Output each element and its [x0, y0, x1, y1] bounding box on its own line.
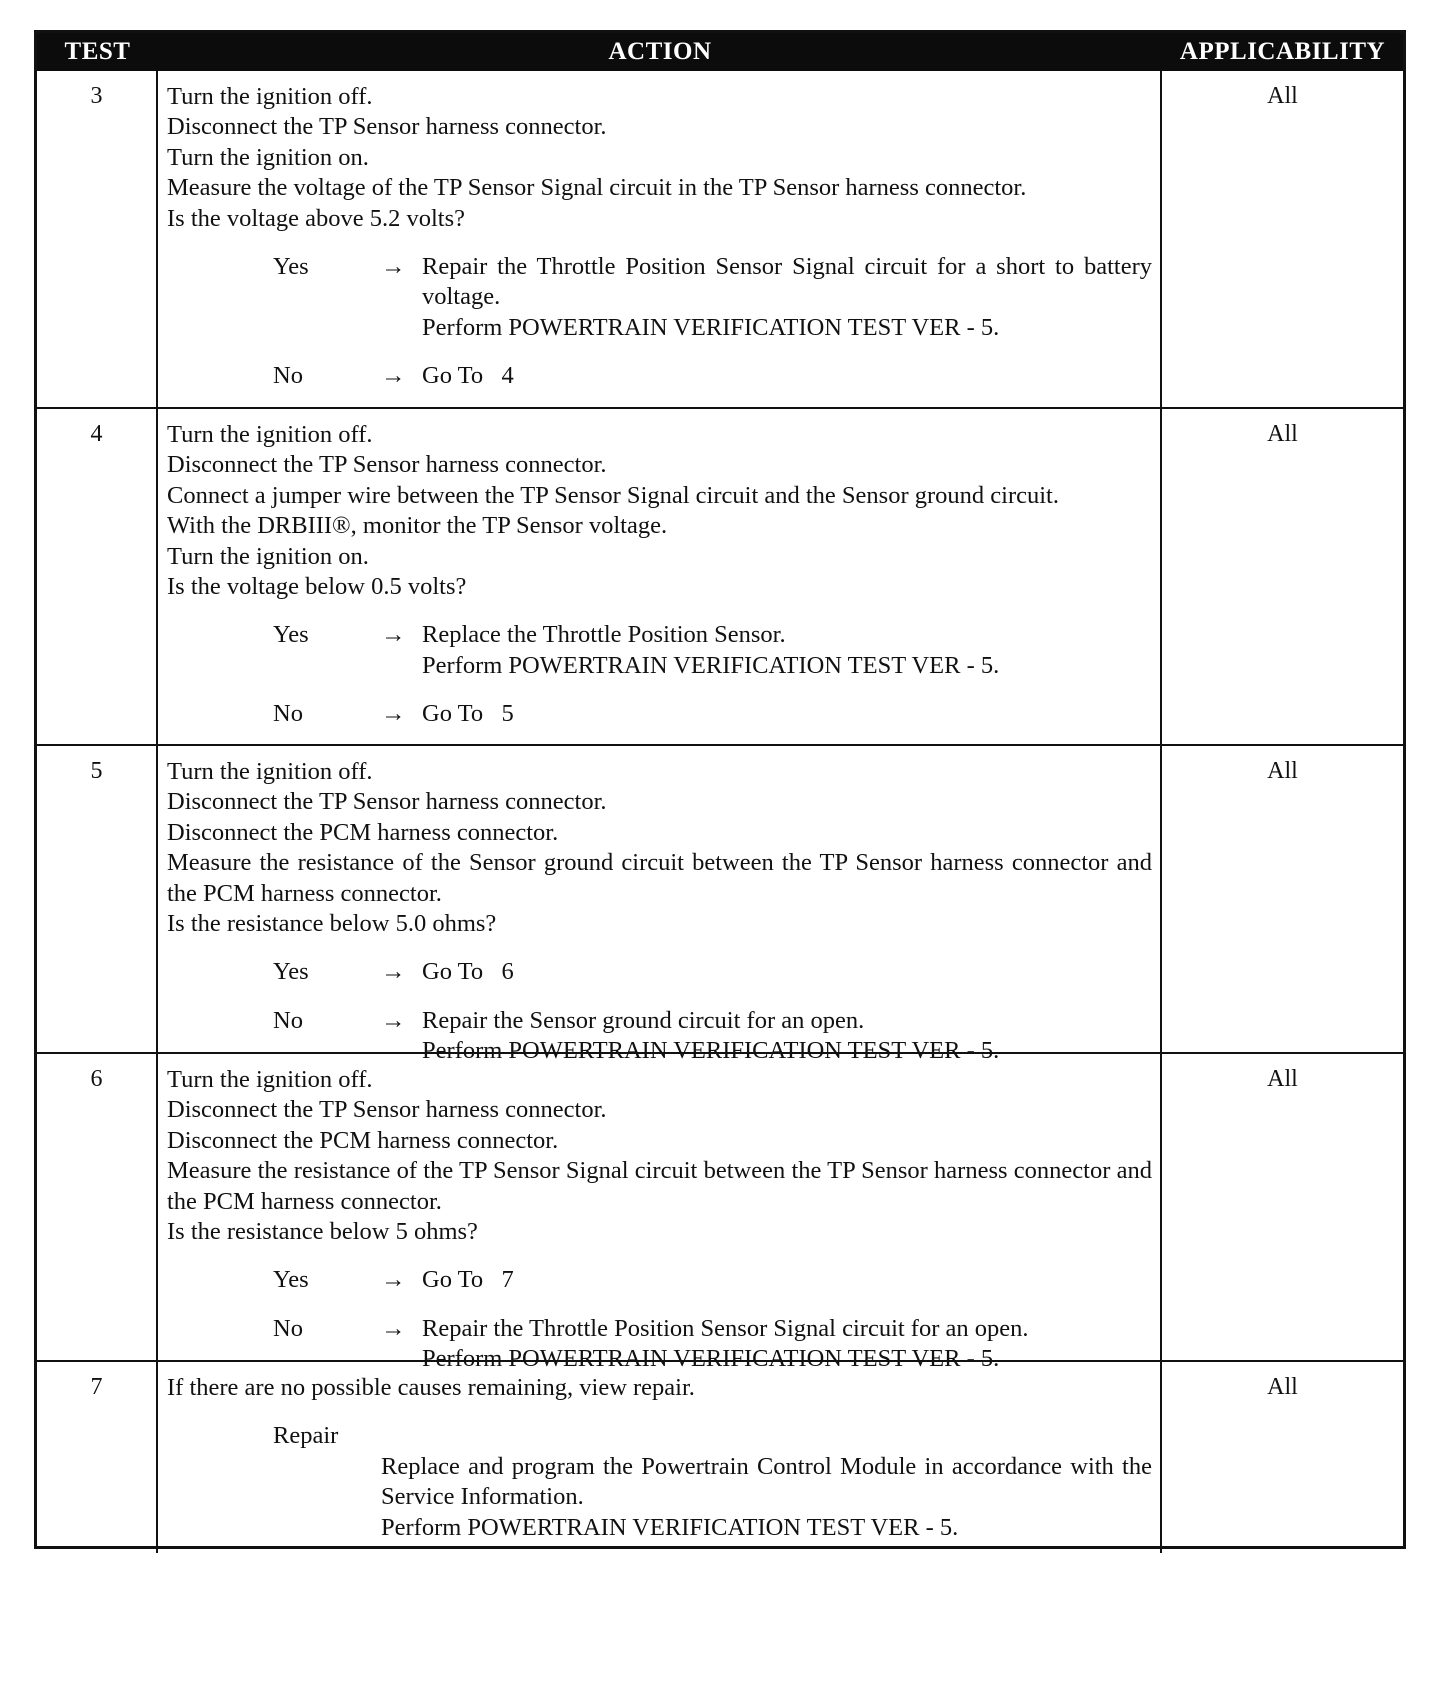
table-header	[37, 33, 1403, 71]
outcome-line: Perform POWERTRAIN VERIFICATION TEST VER - 5.	[422, 1345, 1000, 1373]
test-number: 5	[37, 746, 158, 1077]
applicability-value: All	[1267, 421, 1298, 447]
action-step: Is the resistance below 5.0 ohms?	[167, 910, 497, 938]
action-step: Is the voltage above 5.2 volts?	[167, 204, 466, 232]
applicability-value: All	[1267, 1374, 1298, 1400]
applicability-value: All	[1267, 83, 1298, 109]
action-step: Measure the resistance of the TP Sensor Signal circuit between the TP Sensor harness connector and the PCM harness connector.	[167, 1157, 1152, 1215]
result-label: Yes	[273, 253, 309, 281]
result-label: No	[273, 1314, 303, 1342]
action-step: Measure the resistance of the Sensor ground circuit between the TP Sensor harness connector and the PCM harness connector.	[167, 849, 1152, 907]
action-step: If there are no possible causes remaining, view repair.	[167, 1374, 695, 1401]
applicability-value: All	[1267, 758, 1298, 784]
result-label: No	[273, 362, 303, 390]
result-outcome	[422, 1265, 1152, 1295]
outcome-line: Repair the Throttle Position Sensor Signal circuit for a short to battery voltage.	[422, 253, 1159, 311]
outcome-line: Go To 6	[422, 958, 514, 986]
outcome-line: Repair the Throttle Position Sensor Signal circuit for an open.	[422, 1314, 1029, 1342]
table-row	[37, 1052, 1403, 1373]
result-outcome	[422, 957, 1152, 987]
diagnostic-test-table	[34, 30, 1406, 1549]
table-body	[37, 71, 1403, 1546]
table-row	[37, 744, 1403, 1065]
result-no	[273, 361, 1152, 391]
action-step: Turn the ignition on.	[167, 143, 369, 171]
action-step: Disconnect the PCM harness connector.	[167, 1126, 559, 1154]
outcome-line: Repair the Sensor ground circuit for an open.	[422, 1006, 865, 1034]
table-row	[37, 1360, 1403, 1546]
action-step: Turn the ignition on.	[167, 542, 369, 570]
outcome-line: Perform POWERTRAIN VERIFICATION TEST VER - 5.	[422, 651, 1000, 679]
repair-label: Repair	[273, 1422, 339, 1450]
arrow-icon: →	[381, 1266, 406, 1294]
action-step: Turn the ignition off.	[167, 421, 373, 448]
arrow-icon: →	[381, 1006, 406, 1034]
arrow-icon: →	[381, 958, 406, 986]
header-action: ACTION	[608, 38, 712, 65]
outcome-line: Go To 5	[422, 700, 514, 728]
test-number: 4	[37, 409, 158, 744]
action-step: Disconnect the PCM harness connector.	[167, 818, 559, 846]
repair-line: Perform POWERTRAIN VERIFICATION TEST VER - 5.	[381, 1513, 959, 1541]
result-yes	[273, 252, 1159, 343]
result-yes	[273, 620, 1152, 681]
action-step: Turn the ignition off.	[167, 83, 373, 110]
arrow-icon: →	[381, 1314, 406, 1342]
arrow-icon: →	[381, 362, 406, 390]
result-no	[273, 699, 1152, 729]
arrow-icon: →	[381, 621, 406, 649]
action-step: Disconnect the TP Sensor harness connector.	[167, 113, 607, 141]
action-cell	[158, 1362, 1162, 1553]
action-step: Disconnect the TP Sensor harness connector.	[167, 1096, 607, 1124]
result-label: Yes	[273, 958, 309, 986]
action-step: With the DRBIII®, monitor the TP Sensor voltage.	[167, 512, 668, 540]
action-step: Measure the voltage of the TP Sensor Signal circuit in the TP Sensor harness connector.	[167, 174, 1027, 202]
result-label: Yes	[273, 621, 309, 649]
outcome-line: Perform POWERTRAIN VERIFICATION TEST VER - 5.	[422, 1037, 1000, 1065]
test-number: 7	[37, 1362, 158, 1553]
arrow-icon: →	[381, 700, 406, 728]
result-outcome	[422, 699, 1152, 729]
result-outcome	[422, 361, 1152, 391]
outcome-line: Replace the Throttle Position Sensor.	[422, 621, 786, 649]
repair-line: Replace and program the Powertrain Control Module in accordance with the Service Information.	[381, 1452, 1152, 1511]
test-number: 6	[37, 1054, 158, 1385]
action-step: Connect a jumper wire between the TP Sensor Signal circuit and the Sensor ground circuit.	[167, 481, 1059, 509]
header-applicability: APPLICABILITY	[1179, 38, 1386, 65]
action-step: Disconnect the TP Sensor harness connector.	[167, 451, 607, 479]
action-cell	[158, 746, 1162, 1077]
result-label: No	[273, 700, 303, 728]
action-step: Disconnect the TP Sensor harness connector.	[167, 788, 607, 816]
table-row	[37, 407, 1403, 744]
test-number: 3	[37, 71, 158, 407]
action-step: Is the voltage below 0.5 volts?	[167, 573, 467, 601]
result-yes	[273, 957, 1152, 987]
arrow-icon: →	[381, 253, 406, 281]
header-test: TEST	[64, 38, 131, 65]
applicability-value: All	[1267, 1066, 1298, 1092]
action-step: Turn the ignition off.	[167, 758, 373, 785]
outcome-line: Perform POWERTRAIN VERIFICATION TEST VER - 5.	[422, 313, 1000, 341]
result-outcome	[422, 620, 1152, 681]
action-step: Is the resistance below 5 ohms?	[167, 1218, 478, 1246]
table-row	[37, 71, 1403, 407]
result-label: Yes	[273, 1266, 309, 1294]
result-label: No	[273, 1006, 303, 1034]
action-cell	[158, 1054, 1162, 1385]
action-cell	[158, 409, 1162, 744]
result-outcome	[422, 252, 1159, 343]
action-cell	[158, 71, 1162, 407]
outcome-line: Go To 4	[422, 362, 514, 390]
outcome-line: Go To 7	[422, 1266, 514, 1294]
action-step: Turn the ignition off.	[167, 1066, 373, 1093]
result-yes	[273, 1265, 1152, 1295]
